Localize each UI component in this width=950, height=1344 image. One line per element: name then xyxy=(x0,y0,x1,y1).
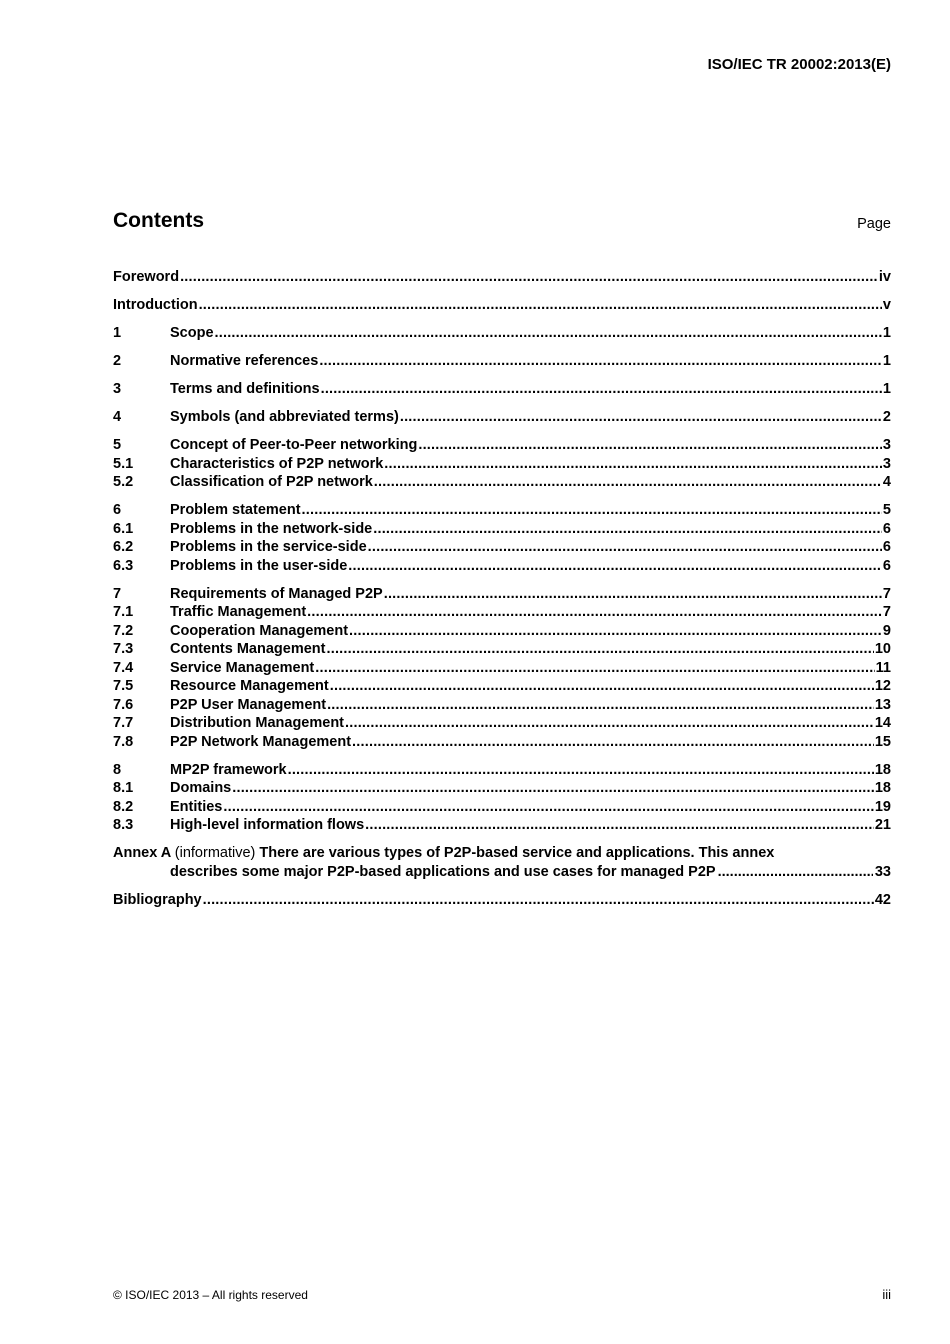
toc-entry-annex-a[interactable] xyxy=(113,844,891,881)
toc-entry[interactable] xyxy=(113,798,891,817)
toc-entry-number: 6.1 xyxy=(113,520,134,537)
toc-entry-number: 7.2 xyxy=(113,622,134,639)
toc-entry-title: Service Management xyxy=(170,659,315,676)
toc-entry-title: Requirements of Managed P2P xyxy=(170,585,383,602)
toc-entry-title: MP2P framework xyxy=(170,761,287,778)
toc-entry[interactable] xyxy=(113,640,891,659)
toc-entry-page: 6 xyxy=(882,539,891,555)
dot-leader xyxy=(302,501,882,520)
toc-entry[interactable] xyxy=(113,779,891,798)
dot-leader xyxy=(368,538,882,557)
toc-entry[interactable] xyxy=(113,714,891,733)
toc-entry-title: Problems in the network-side xyxy=(170,520,373,537)
toc-entry[interactable] xyxy=(113,622,891,641)
contents-heading: Contents xyxy=(113,209,204,232)
dot-leader xyxy=(384,585,882,604)
dot-leader xyxy=(330,677,874,696)
toc-entry[interactable] xyxy=(113,733,891,752)
toc-entry[interactable] xyxy=(113,677,891,696)
toc-entry-page: 18 xyxy=(874,761,891,778)
toc-entry-page: 9 xyxy=(882,622,891,639)
dot-leader xyxy=(199,296,882,315)
toc-entry[interactable] xyxy=(113,816,891,835)
toc-entry-title: Resource Management xyxy=(170,678,329,694)
toc-entry-title: Normative references xyxy=(170,353,319,369)
annex-title-line1: There are various types of P2P-based service and applications. This annex xyxy=(259,845,775,861)
toc-entry-page: 6 xyxy=(882,520,891,537)
toc-entry[interactable] xyxy=(113,659,891,678)
toc-entry-number: 8.2 xyxy=(113,798,134,815)
toc-group xyxy=(113,761,891,835)
annex-line-2 xyxy=(113,863,891,882)
dot-leader xyxy=(315,659,874,678)
toc-entry[interactable] xyxy=(113,455,891,474)
toc-entry[interactable] xyxy=(113,761,891,780)
toc-entry-page: 3 xyxy=(882,455,891,472)
toc-entry-number: 7.1 xyxy=(113,604,134,620)
toc-entry-title: Problems in the service-side xyxy=(170,539,367,555)
dot-leader xyxy=(349,622,882,641)
toc-entry-page: 19 xyxy=(874,798,891,815)
toc-entry-page: 5 xyxy=(882,502,891,518)
toc-entry-page: 21 xyxy=(874,817,891,833)
toc-entry-page: 1 xyxy=(882,353,891,369)
toc-entry-page: 3 xyxy=(882,437,891,453)
toc-entry-number: 8 xyxy=(113,761,122,778)
toc-entry-number: 7 xyxy=(113,585,122,602)
toc-entry-page: 7 xyxy=(882,585,891,602)
toc-entry-number: 7.6 xyxy=(113,696,134,713)
toc-entry-number: 5 xyxy=(113,437,122,453)
dot-leader xyxy=(418,436,882,455)
toc-entry-page: 7 xyxy=(882,604,891,620)
toc-entry-page: 42 xyxy=(874,891,891,908)
toc-entry-title: Contents Management xyxy=(170,641,326,657)
toc-group xyxy=(113,296,891,315)
toc-entry-title: P2P User Management xyxy=(170,696,327,713)
toc-entry[interactable] xyxy=(113,380,891,399)
toc-entry-number: 6.3 xyxy=(113,557,134,574)
toc-entry-page: 12 xyxy=(874,678,891,694)
toc-group xyxy=(113,585,891,752)
toc-entry-page: iv xyxy=(878,269,891,285)
toc-group xyxy=(113,352,891,371)
toc-entry-page: 10 xyxy=(874,641,891,657)
toc-group xyxy=(113,408,891,427)
toc-entry-number: 7.3 xyxy=(113,641,134,657)
toc-entry-title: P2P Network Management xyxy=(170,733,352,750)
toc-entry-page: 15 xyxy=(874,733,891,750)
toc-group xyxy=(113,380,891,399)
dot-leader xyxy=(203,891,874,910)
annex-page-number: 33 xyxy=(874,863,891,880)
toc-entry-title: Domains xyxy=(170,780,232,796)
toc-group xyxy=(113,324,891,343)
dot-leader xyxy=(373,520,882,539)
toc-entry-number: 5.1 xyxy=(113,455,134,472)
toc-entry[interactable] xyxy=(113,891,891,910)
toc-group xyxy=(113,268,891,287)
footer-copyright: © ISO/IEC 2013 – All rights reserved xyxy=(113,1288,308,1302)
toc-entry[interactable] xyxy=(113,538,891,557)
dot-leader xyxy=(321,380,882,399)
dot-leader xyxy=(223,798,873,817)
toc-entry-number: 7.4 xyxy=(113,659,134,676)
table-of-contents xyxy=(113,268,891,919)
toc-entry-page: 2 xyxy=(882,409,891,425)
annex-line-1 xyxy=(113,844,891,863)
toc-entry-page: v xyxy=(882,297,891,313)
toc-entry-title: Introduction xyxy=(113,297,198,313)
annex-title-line2: describes some major P2P-based applications and use cases for managed P2P xyxy=(170,863,716,880)
toc-entry-number: 7.7 xyxy=(113,715,134,731)
toc-entry-title: Distribution Management xyxy=(170,715,345,731)
toc-entry-title: Terms and definitions xyxy=(170,381,320,397)
toc-group xyxy=(113,436,891,492)
toc-entry-title: Foreword xyxy=(113,269,180,285)
toc-entry[interactable] xyxy=(113,603,891,622)
dot-leader xyxy=(215,324,882,343)
toc-entry-title: Symbols (and abbreviated terms) xyxy=(170,409,399,425)
toc-entry-page: 6 xyxy=(882,557,891,574)
annex-label: Annex A xyxy=(113,845,171,861)
annex-informative: (informative) xyxy=(174,845,256,861)
toc-entry-page: 11 xyxy=(875,659,891,676)
dot-leader xyxy=(365,816,874,835)
toc-entry[interactable] xyxy=(113,501,891,520)
toc-entry-page: 1 xyxy=(882,381,891,397)
toc-entry[interactable] xyxy=(113,557,891,576)
toc-group xyxy=(113,891,891,910)
dot-leader xyxy=(180,268,878,287)
dot-leader xyxy=(400,408,882,427)
dot-leader xyxy=(327,696,874,715)
dot-leader xyxy=(352,733,874,752)
toc-entry-title: Problems in the user-side xyxy=(170,557,348,574)
dot-leader xyxy=(232,779,874,798)
toc-entry-number: 6 xyxy=(113,502,122,518)
toc-entry-title: High-level information flows xyxy=(170,817,365,833)
toc-entry-number: 2 xyxy=(113,353,122,369)
toc-entry-page: 14 xyxy=(874,715,891,731)
toc-entry[interactable] xyxy=(113,352,891,371)
toc-entry-title: Problem statement xyxy=(170,502,301,518)
toc-entry[interactable] xyxy=(113,408,891,427)
document-id-header: ISO/IEC TR 20002:2013(E) xyxy=(707,56,891,73)
toc-entry[interactable] xyxy=(113,473,891,492)
toc-entry-number: 7.5 xyxy=(113,678,134,694)
dot-leader xyxy=(348,557,882,576)
dot-leader xyxy=(319,352,882,371)
toc-entry-number: 8.3 xyxy=(113,817,134,833)
toc-entry-number: 6.2 xyxy=(113,539,134,555)
toc-entry-page: 1 xyxy=(882,325,891,341)
page-column-label: Page xyxy=(857,216,891,232)
dot-leader xyxy=(384,455,882,474)
toc-entry-number: 1 xyxy=(113,325,122,341)
dot-leader xyxy=(374,473,882,492)
dot-leader xyxy=(718,863,873,882)
toc-entry-title: Cooperation Management xyxy=(170,622,349,639)
dot-leader xyxy=(327,640,874,659)
toc-entry-page: 4 xyxy=(882,474,891,490)
dot-leader xyxy=(307,603,882,622)
toc-entry-title: Scope xyxy=(170,325,214,341)
toc-entry-title: Classification of P2P network xyxy=(170,474,373,490)
toc-entry-title: Traffic Management xyxy=(170,604,307,620)
footer-page-number: iii xyxy=(882,1287,891,1302)
dot-leader xyxy=(345,714,874,733)
toc-entry-number: 4 xyxy=(113,409,122,425)
toc-group xyxy=(113,501,891,575)
toc-entry-title: Entities xyxy=(170,798,223,815)
toc-entry[interactable] xyxy=(113,520,891,539)
toc-entry-title: Concept of Peer-to-Peer networking xyxy=(170,437,418,453)
toc-entry-number: 8.1 xyxy=(113,780,134,796)
toc-entry-page: 18 xyxy=(874,780,891,796)
toc-entry[interactable] xyxy=(113,324,891,343)
toc-entry-number: 7.8 xyxy=(113,733,134,750)
toc-entry[interactable] xyxy=(113,296,891,315)
toc-entry-title: Bibliography xyxy=(113,891,202,908)
dot-leader xyxy=(288,761,874,780)
toc-entry[interactable] xyxy=(113,696,891,715)
toc-entry[interactable] xyxy=(113,268,891,287)
toc-entry-page: 13 xyxy=(874,696,891,713)
toc-entry[interactable] xyxy=(113,585,891,604)
toc-entry[interactable] xyxy=(113,436,891,455)
toc-entry-title: Characteristics of P2P network xyxy=(170,455,384,472)
toc-entry-number: 3 xyxy=(113,381,122,397)
toc-entry-number: 5.2 xyxy=(113,474,134,490)
